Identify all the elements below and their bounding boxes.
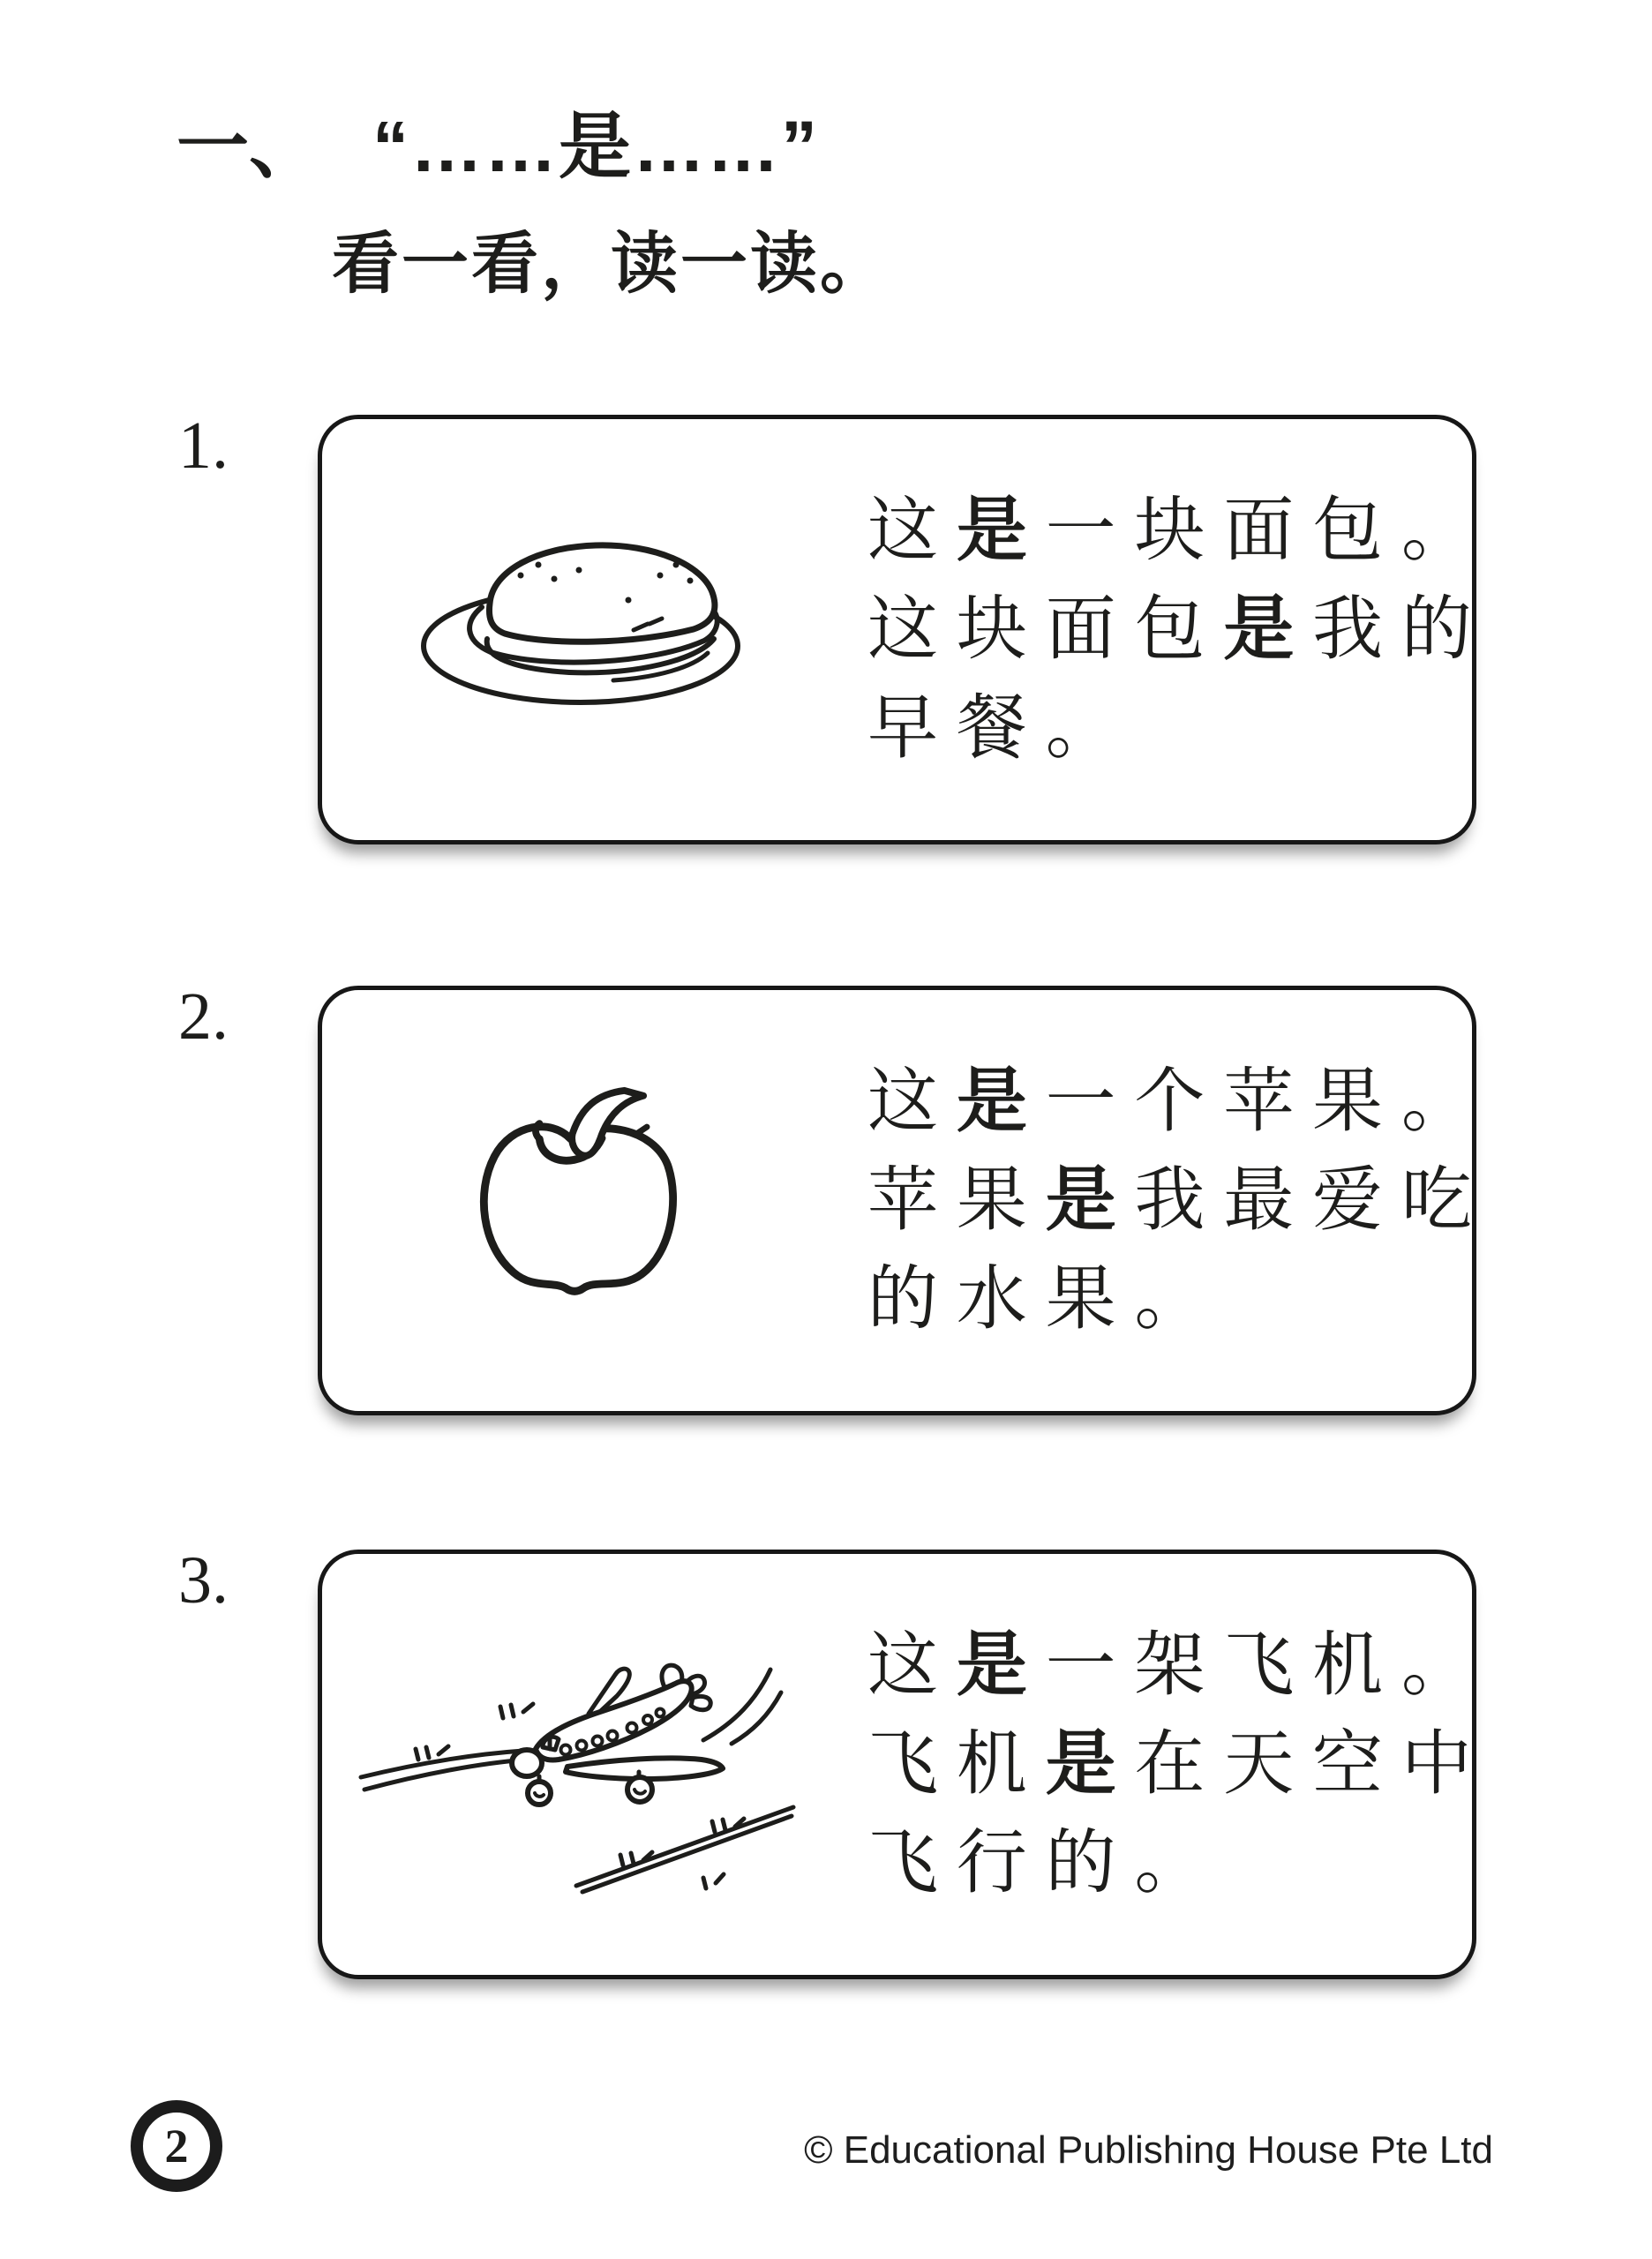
text-segment: 这 xyxy=(867,1626,957,1705)
instruction-text: 看一看，读一读。 xyxy=(332,227,890,302)
page-number: 2 xyxy=(164,2120,189,2173)
grammar-pattern: “……是……” xyxy=(372,107,820,187)
sentence-line xyxy=(867,581,1491,679)
sentence-block xyxy=(867,1617,1491,1913)
text-segment: 早餐。 xyxy=(867,689,1135,768)
exercise-item-2 xyxy=(0,979,1652,1418)
exercise-item-1 xyxy=(0,409,1652,847)
emphasized-character: 是 xyxy=(1045,1161,1135,1240)
bread-on-plate-icon xyxy=(406,526,750,733)
text-segment: 我最爱吃 xyxy=(1134,1161,1491,1240)
example-card xyxy=(318,415,1491,844)
sentence-line xyxy=(867,1152,1491,1250)
emphasized-character: 是 xyxy=(956,1626,1046,1705)
exercise-item-3 xyxy=(0,1543,1652,1982)
text-segment: 一个苹果。 xyxy=(1045,1062,1491,1141)
apple-illustration xyxy=(357,1084,799,1317)
text-segment: 苹果 xyxy=(867,1161,1046,1240)
header-row xyxy=(176,108,819,187)
sentence-line xyxy=(867,1715,1491,1814)
text-segment: 的水果。 xyxy=(867,1260,1224,1339)
text-segment: 这 xyxy=(867,492,957,570)
emphasized-character: 是 xyxy=(1045,1725,1135,1804)
item-number: 1. xyxy=(178,409,229,483)
sentence-line xyxy=(867,1617,1491,1715)
bread-on-plate-illustration xyxy=(357,526,799,733)
sentence-block xyxy=(867,482,1491,778)
sentence-line xyxy=(867,482,1491,581)
airplane-icon xyxy=(357,1661,799,1899)
item-number: 2. xyxy=(178,979,229,1054)
section-number: 一、 xyxy=(176,107,322,187)
sentence-line xyxy=(867,1250,1491,1349)
sentence-line xyxy=(867,1053,1491,1152)
sentence-line xyxy=(867,1814,1491,1913)
sentence-block xyxy=(867,1053,1491,1349)
example-card xyxy=(318,1550,1491,1979)
example-card xyxy=(318,986,1491,1415)
emphasized-character: 是 xyxy=(1223,590,1313,669)
text-segment: 这块面包 xyxy=(867,590,1224,669)
page-number-badge xyxy=(131,2100,222,2192)
apple-icon xyxy=(462,1084,695,1317)
sentence-line xyxy=(867,679,1491,778)
text-segment: 飞行的。 xyxy=(867,1824,1224,1903)
copyright-text: © Educational Publishing House Pte Ltd xyxy=(804,2128,1493,2172)
emphasized-character: 是 xyxy=(956,492,1046,570)
text-segment: 这 xyxy=(867,1062,957,1141)
text-segment: 飞机 xyxy=(867,1725,1046,1804)
airplane-illustration xyxy=(357,1631,799,1899)
text-segment: 在天空中 xyxy=(1134,1725,1491,1804)
item-number: 3. xyxy=(178,1543,229,1617)
text-segment: 一架飞机。 xyxy=(1045,1626,1491,1705)
text-segment: 我的 xyxy=(1312,590,1491,669)
text-segment: 一块面包。 xyxy=(1045,492,1491,570)
emphasized-character: 是 xyxy=(956,1062,1046,1141)
